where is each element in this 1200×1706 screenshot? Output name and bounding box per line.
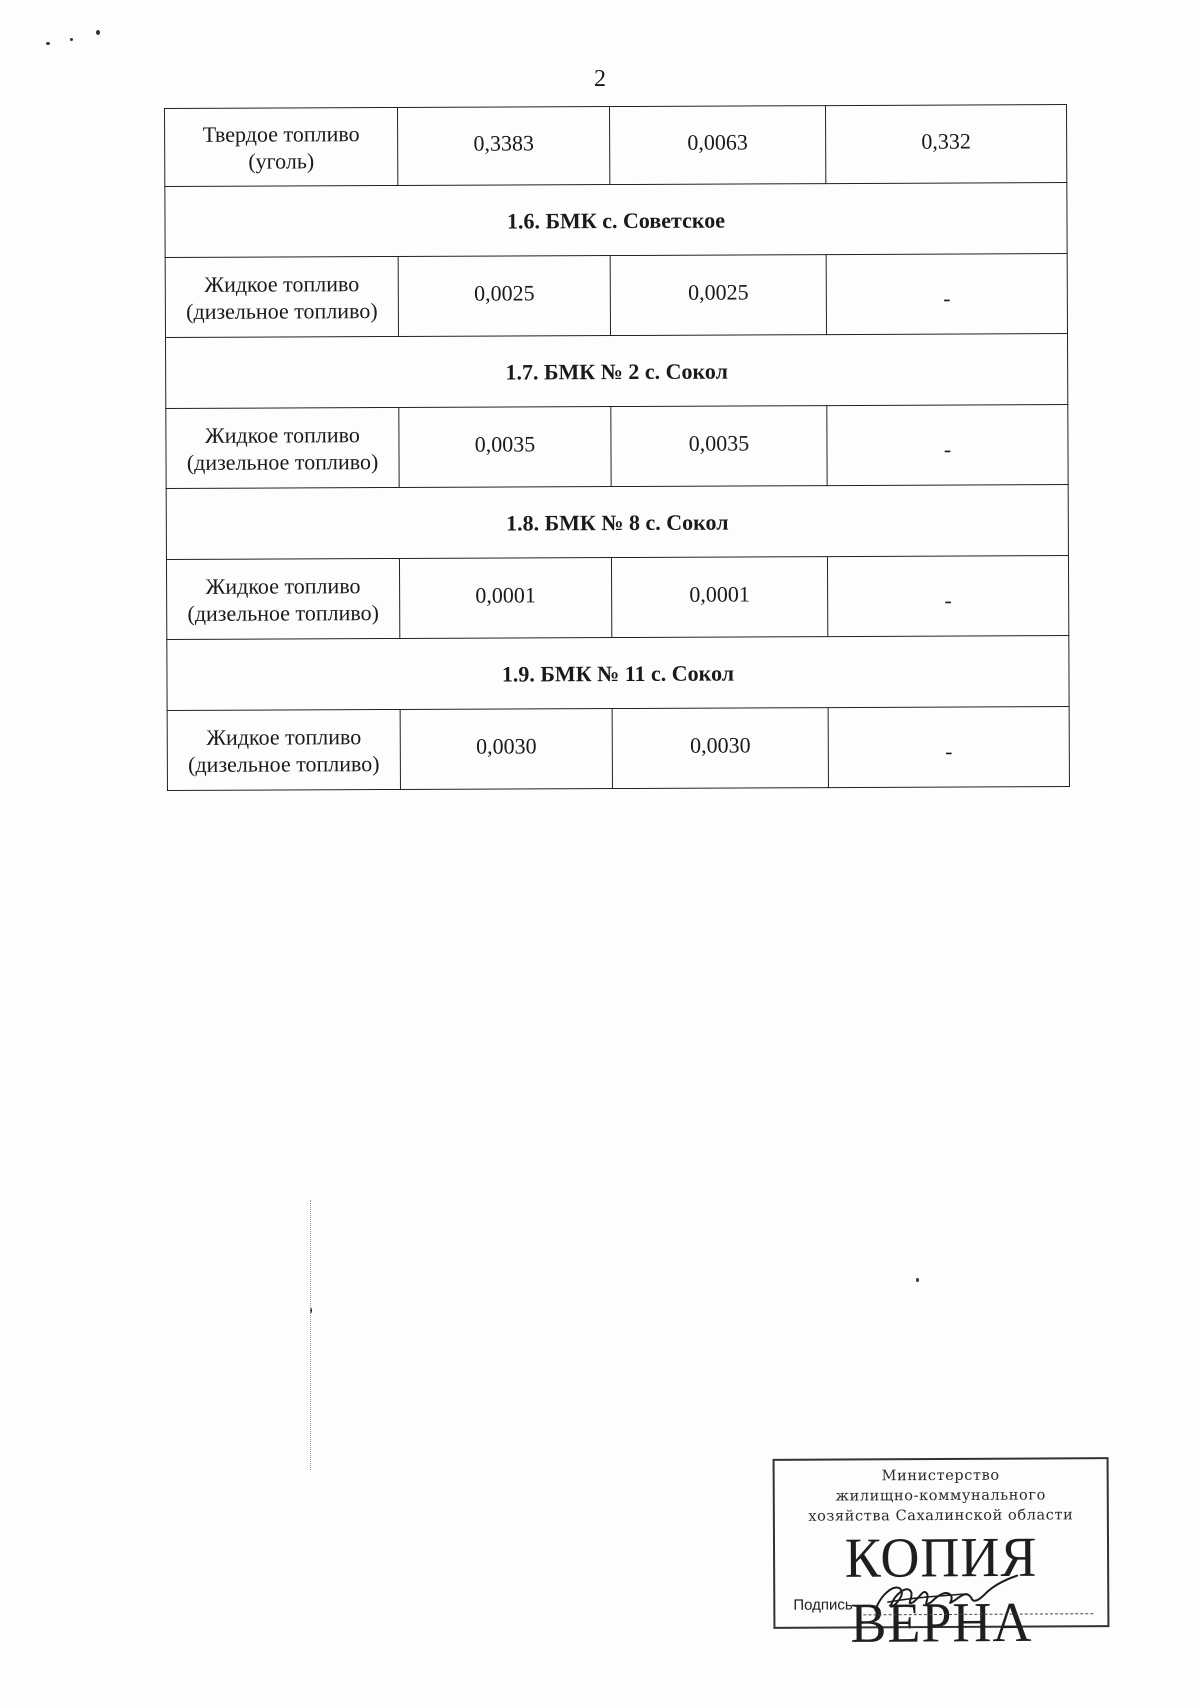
value-cell-2: 0,0035 <box>611 406 827 487</box>
handwritten-signature-icon <box>867 1572 1027 1623</box>
value-cell-3: - <box>827 405 1068 486</box>
value-cell-3: - <box>826 254 1067 335</box>
section-title: 1.6. БМК с. Советское <box>165 183 1067 258</box>
section-header-row <box>166 334 1068 409</box>
value-cell-3: - <box>827 556 1068 637</box>
table-row <box>165 105 1067 187</box>
value-cell-1: 0,0030 <box>400 709 612 790</box>
fuel-consumption-table <box>164 104 1070 791</box>
value-cell-1: 0,0025 <box>398 256 610 337</box>
table-row <box>166 556 1068 640</box>
section-header-row <box>167 636 1069 711</box>
table-row <box>165 254 1067 338</box>
scan-speck <box>70 38 73 41</box>
certified-copy-stamp <box>773 1457 1110 1655</box>
value-cell-2: 0,0001 <box>611 557 827 638</box>
section-title: 1.8. БМК № 8 с. Сокол <box>166 485 1068 560</box>
stamp-title: КОПИЯ ВЕРНА <box>844 1525 1038 1655</box>
scan-speck <box>916 1278 919 1282</box>
fuel-type-cell: Жидкое топливо (дизельное топливо) <box>166 407 399 488</box>
value-cell-2: 0,0025 <box>610 255 826 336</box>
scan-artifact-line <box>310 1200 311 1470</box>
stamp-line-housing: жилищно-коммунального <box>835 1487 1046 1505</box>
value-cell-2: 0,0030 <box>612 708 828 789</box>
scan-speck <box>96 30 100 35</box>
fuel-type-cell: Жидкое топливо (дизельное топливо) <box>167 709 400 790</box>
section-header-row <box>166 485 1068 560</box>
scan-speck <box>46 42 50 45</box>
value-cell-1: 0,0035 <box>399 407 611 488</box>
value-cell-2: 0,0063 <box>609 106 825 185</box>
fuel-type-cell: Жидкое топливо (дизельное топливо) <box>166 558 399 639</box>
page-number: 2 <box>594 66 606 92</box>
value-cell-1: 0,0001 <box>399 558 611 639</box>
value-cell-3: 0,332 <box>825 105 1066 184</box>
value-cell-1: 0,3383 <box>397 107 609 186</box>
fuel-type-cell: Жидкое топливо (дизельное топливо) <box>165 256 398 337</box>
value-cell-3: - <box>828 707 1069 788</box>
section-title: 1.7. БМК № 2 с. Сокол <box>166 334 1068 409</box>
stamp-line-ministry: Министерство <box>881 1467 1000 1485</box>
stamp-line-region: хозяйства Сахалинской области <box>808 1507 1074 1525</box>
signature-label: Подпись <box>793 1596 853 1614</box>
table-row <box>167 707 1069 791</box>
section-title: 1.9. БМК № 11 с. Сокол <box>167 636 1069 711</box>
table-row <box>166 405 1068 489</box>
fuel-type-cell: Твердое топливо (уголь) <box>165 107 398 186</box>
section-header-row <box>165 183 1067 258</box>
